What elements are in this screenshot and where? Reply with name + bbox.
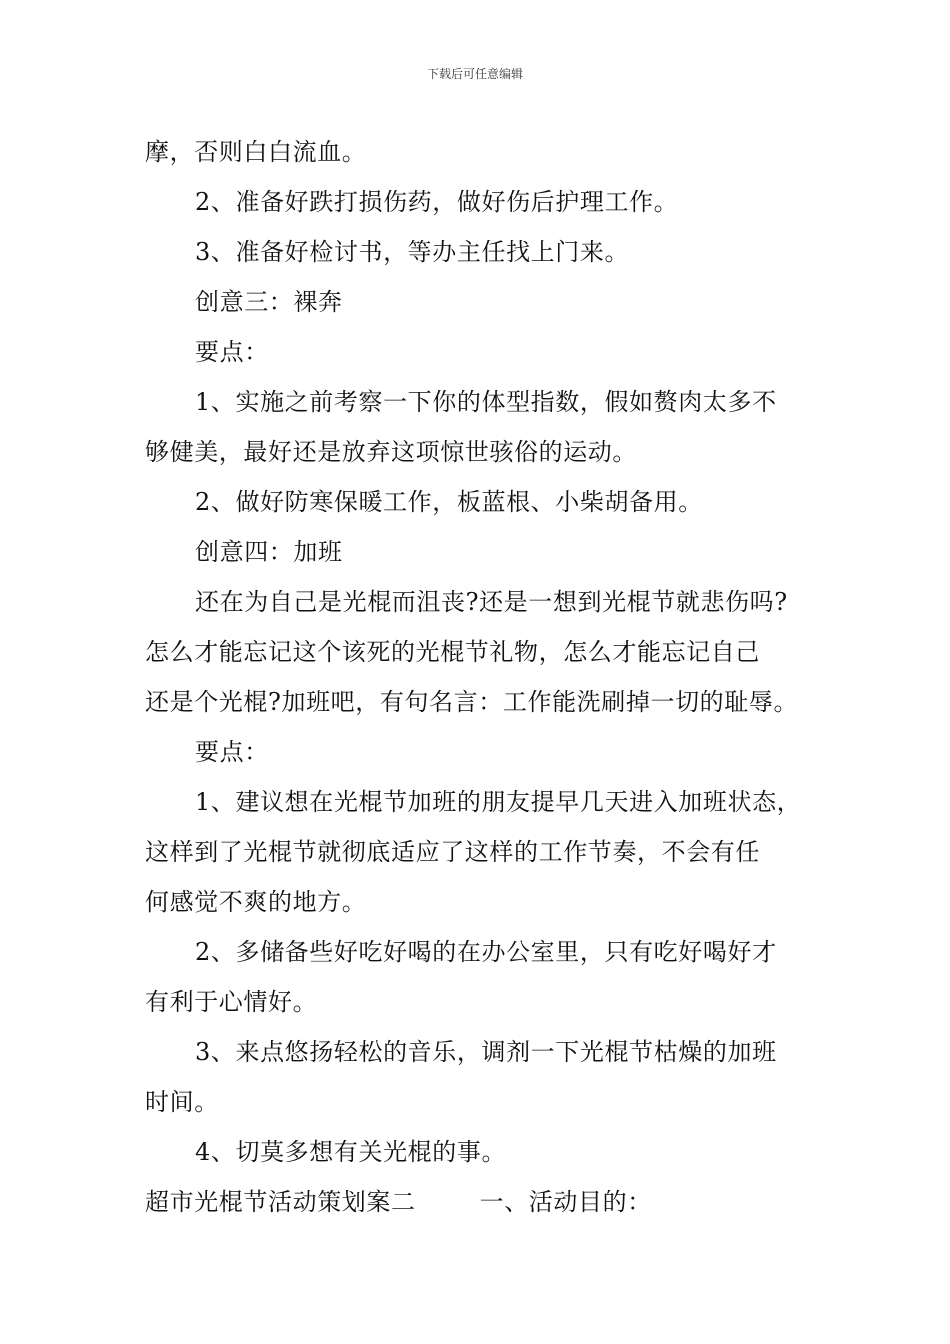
text-line: 还是个光棍?加班吧，有句名言：工作能洗刷掉一切的耻辱。 (145, 688, 799, 716)
text-line: 1、建议想在光棍节加班的朋友提早几天进入加班状态， (195, 788, 802, 816)
section-heading: 一、活动目的： (479, 1188, 652, 1216)
text-line: 4、切莫多想有关光棍的事。 (195, 1138, 507, 1166)
text-line: 时间。 (145, 1088, 219, 1116)
text-line: 2、准备好跌打损伤药，做好伤后护理工作。 (195, 188, 679, 216)
text-line: 3、来点悠扬轻松的音乐，调剂一下光棍节枯燥的加班 (195, 1038, 777, 1066)
text-line: 还在为自己是光棍而沮丧?还是一想到光棍节就悲伤吗? (195, 588, 788, 616)
text-line: 这样到了光棍节就彻底适应了这样的工作节奏，不会有任 (145, 838, 760, 866)
section-heading: 创意四：加班 (195, 538, 343, 566)
text-line: 摩，否则白白流血。 (145, 138, 367, 166)
text-line: 1、实施之前考察一下你的体型指数，假如赘肉太多不 (195, 388, 777, 416)
document-body (145, 127, 813, 1227)
page-header: 下载后可任意编辑 (426, 67, 523, 81)
document-title: 超市光棍节活动策划案二 (145, 1188, 416, 1216)
text-line: 要点： (195, 338, 269, 366)
text-line: 3、准备好检讨书，等办主任找上门来。 (195, 238, 630, 266)
text-line: 何感觉不爽的地方。 (145, 888, 367, 916)
text-line: 2、多储备些好吃好喝的在办公室里，只有吃好喝好才 (195, 938, 777, 966)
text-line: 够健美，最好还是放弃这项惊世骇俗的运动。 (145, 438, 637, 466)
text-line: 2、做好防寒保暖工作，板蓝根、小柴胡备用。 (195, 488, 703, 516)
document-title-line (145, 1177, 813, 1227)
text-line: 有利于心情好。 (145, 988, 318, 1016)
text-line: 要点： (195, 738, 269, 766)
text-line: 怎么才能忘记这个该死的光棍节礼物，怎么才能忘记自己 (145, 638, 760, 666)
section-heading: 创意三：裸奔 (195, 288, 343, 316)
